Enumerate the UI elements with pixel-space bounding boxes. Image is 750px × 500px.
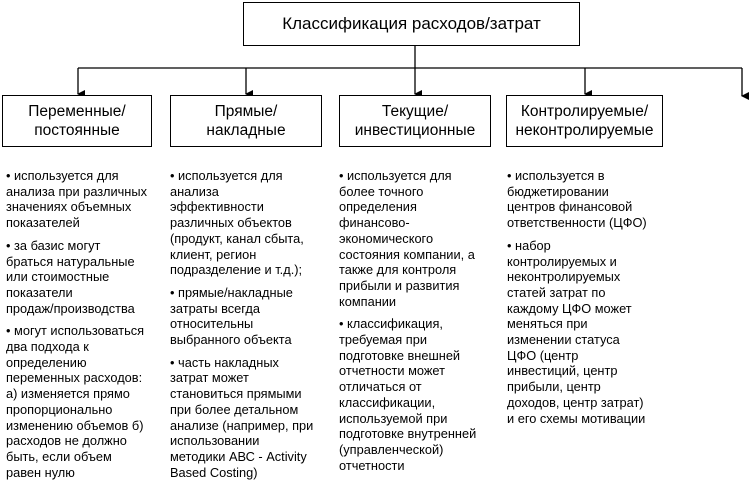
column-variable-fixed [6,168,168,487]
list-item: • за базис могут браться натуральные или стоимостные показатели продаж/производства [6,237,135,316]
category-line1: Контролируемые/ [520,103,649,120]
category-controllable-uncontrollable [506,95,663,147]
column-controllable-uncontrollable [507,168,677,433]
category-current-investment [339,95,491,147]
list-item: • классификация, требуемая при подготовке внешней отчетности может отличаться от классификации, используемой при подготовке внутренней (управленческой) отчетности [339,316,477,473]
list-item: • используется для анализа эффективности различных объектов (продукт, канал сбыта, клиент, регион подразделение и т.д.); [170,168,304,278]
category-line2: инвестиционные [354,122,476,139]
list-item: • используется в бюджетировании центров финансовой ответственности (ЦФО) [507,168,647,231]
category-line1: Переменные/ [28,103,126,120]
category-variable-fixed [2,95,152,147]
list-item: • набор контролируемых и неконтролируемых статей затрат по каждому ЦФО может меняться при изменении статуса ЦФО (центр инвестиций, центр прибыли, центр доходов, центр затрат) и его схемы мотивации [507,237,646,426]
diagram-title-text: Классификация расходов/затрат [282,14,541,33]
list-item: • прямые/накладные затраты всегда относительны выбранного объекта [170,284,293,348]
category-line2: неконтролируемые [515,122,654,139]
list-item: • используется для более точного определения финансово- экономического состояния компании, а также для контроля прибыли и развития компании [339,168,475,309]
column-direct-overhead [170,168,332,487]
list-item: • могут использоваться два подхода к определению переменных расходов: а) изменяется прямо пропорционально изменению объемов б) расходов не должно быть, если объем равен нулю [6,323,145,480]
category-line2: постоянные [34,122,120,139]
column-current-investment [339,168,501,480]
list-item: • часть накладных затрат может становиться прямыми при более детальном анализе (например, при использовании методики АВС - Activity Based Costing) [170,354,314,480]
list-item: • используется для анализа при различных значениях объемных показателей [6,168,147,231]
category-direct-overhead [170,95,322,147]
category-line2: накладные [206,122,286,139]
category-line1: Прямые/ [214,103,278,120]
diagram-title [243,2,580,46]
category-line1: Текущие/ [381,103,449,120]
